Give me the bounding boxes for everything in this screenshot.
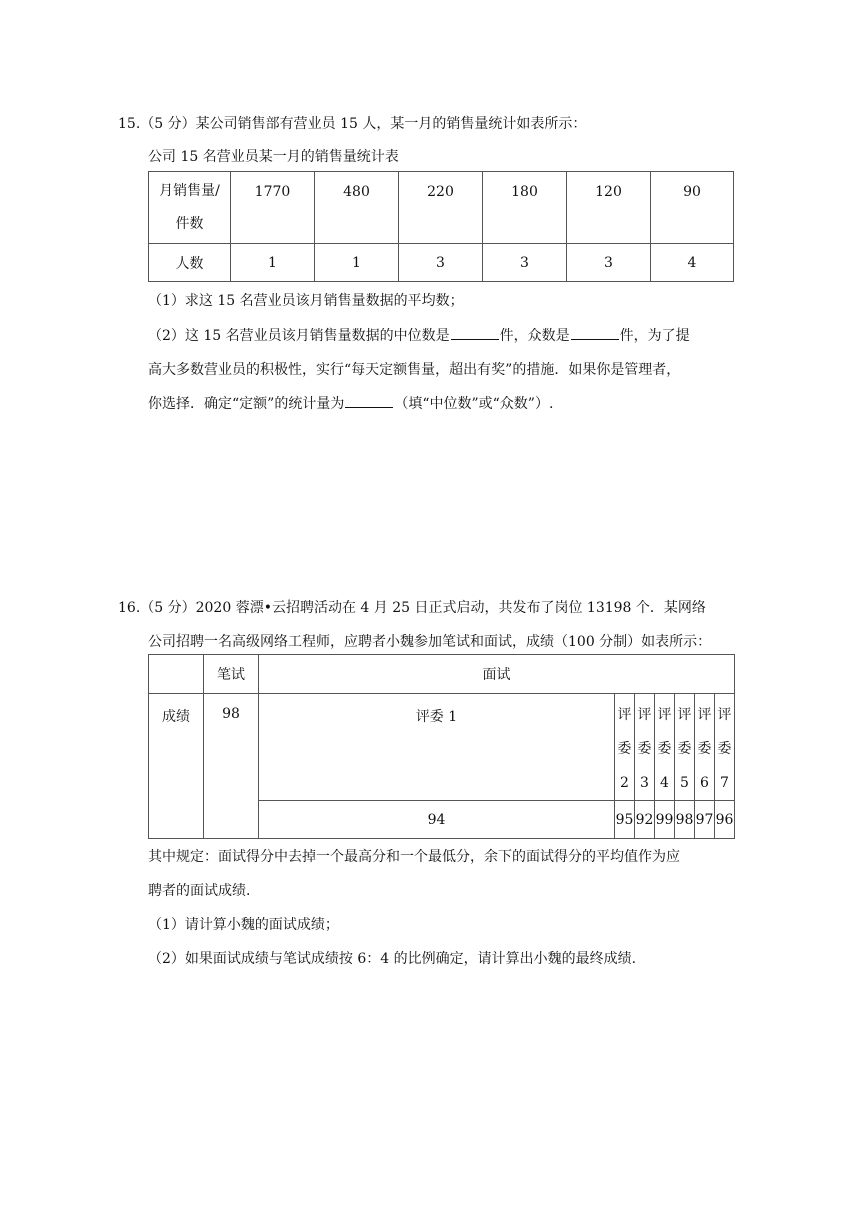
q15-count-cell: 1	[315, 244, 399, 282]
q16-part2: （2）如果面试成绩与笔试成绩按 6：4 的比例确定，请计算出小魏的最终成绩.	[148, 951, 637, 967]
q16-judge1-score: 94	[259, 801, 615, 839]
q15-table-title: 公司 15 名营业员某一月的销售量统计表	[148, 149, 399, 165]
q15-stem: 15.（5 分）某公司销售部有营业员 15 人，某一月的销售量统计如表所示：	[118, 116, 587, 132]
q15-part2-line1: （2）这 15 名营业员该月销售量数据的中位数是 件，众数是 件，为了提	[148, 325, 690, 345]
q15-part1: （1）求这 15 名营业员该月销售量数据的平均数；	[148, 293, 464, 309]
answer-blank[interactable]	[571, 325, 619, 340]
q15-sales-cell: 220	[399, 172, 483, 244]
q15-sales-cell: 180	[483, 172, 567, 244]
q16-interview-header: 面试	[259, 655, 735, 694]
q16-judge1-header: 评委 1	[259, 694, 615, 801]
q15-sales-table	[148, 171, 734, 282]
q15-sales-cell: 1770	[231, 172, 315, 244]
q16-judge-header: 评 委 5	[675, 694, 695, 801]
q16-judge-header: 评 委 7	[715, 694, 735, 801]
q15-count-cell: 3	[399, 244, 483, 282]
q15-part2-line3: 你选择．确定“定额”的统计量为 （填“中位数”或“众数”）.	[148, 393, 553, 413]
q15-sales-cell: 480	[315, 172, 399, 244]
q16-written-score: 98	[204, 694, 259, 839]
q16-rule-line1: 其中规定：面试得分中去掉一个最高分和一个最低分，余下的面试得分的平均值作为应	[148, 849, 680, 865]
answer-blank[interactable]	[345, 393, 393, 408]
q16-stem-line2: 公司招聘一名高级网络工程师，应聘者小魏参加笔试和面试，成绩（100 分制）如表所示：	[148, 634, 712, 650]
q16-rule-line2: 聘者的面试成绩.	[148, 883, 251, 899]
q16-judge-score: 99	[655, 801, 675, 839]
q16-stem-line1: 16.（5 分）2020 蓉漂•云招聘活动在 4 月 25 日正式启动，共发布了岗位 13198 个．某网络	[118, 600, 706, 616]
q16-judges-row	[149, 694, 735, 801]
q16-empty-cell	[149, 655, 204, 694]
q16-written-header: 笔试	[204, 655, 259, 694]
q16-judge-score: 92	[635, 801, 655, 839]
q15-sales-row	[149, 172, 734, 244]
answer-blank[interactable]	[451, 325, 499, 340]
q16-part1: （1）请计算小魏的面试成绩；	[148, 917, 339, 933]
q16-judge-score: 96	[715, 801, 735, 839]
q15-sales-cell: 120	[567, 172, 651, 244]
q16-score-table	[148, 654, 735, 839]
q16-judge-score: 95	[615, 801, 635, 839]
q16-judge-score: 97	[695, 801, 715, 839]
q16-judge-header: 评 委 4	[655, 694, 675, 801]
q15-count-cell: 3	[483, 244, 567, 282]
q15-count-cell: 3	[567, 244, 651, 282]
q15-count-cell: 1	[231, 244, 315, 282]
q16-judge-header: 评 委 6	[695, 694, 715, 801]
q16-judge-header: 评 委 3	[635, 694, 655, 801]
q16-header-row	[149, 655, 735, 694]
q16-judge-score: 98	[675, 801, 695, 839]
q15-count-row	[149, 244, 734, 282]
q16-row-label: 成绩	[149, 694, 204, 839]
q15-count-header: 人数	[149, 244, 231, 282]
q15-part2-line2: 高大多数营业员的积极性，实行“每天定额售量，超出有奖”的措施．如果你是管理者，	[148, 362, 681, 378]
q15-sales-cell: 90	[651, 172, 734, 244]
q15-count-cell: 4	[651, 244, 734, 282]
q15-sales-header: 月销售量/ 件数	[149, 172, 231, 244]
q16-judge-header: 评 委 2	[615, 694, 635, 801]
